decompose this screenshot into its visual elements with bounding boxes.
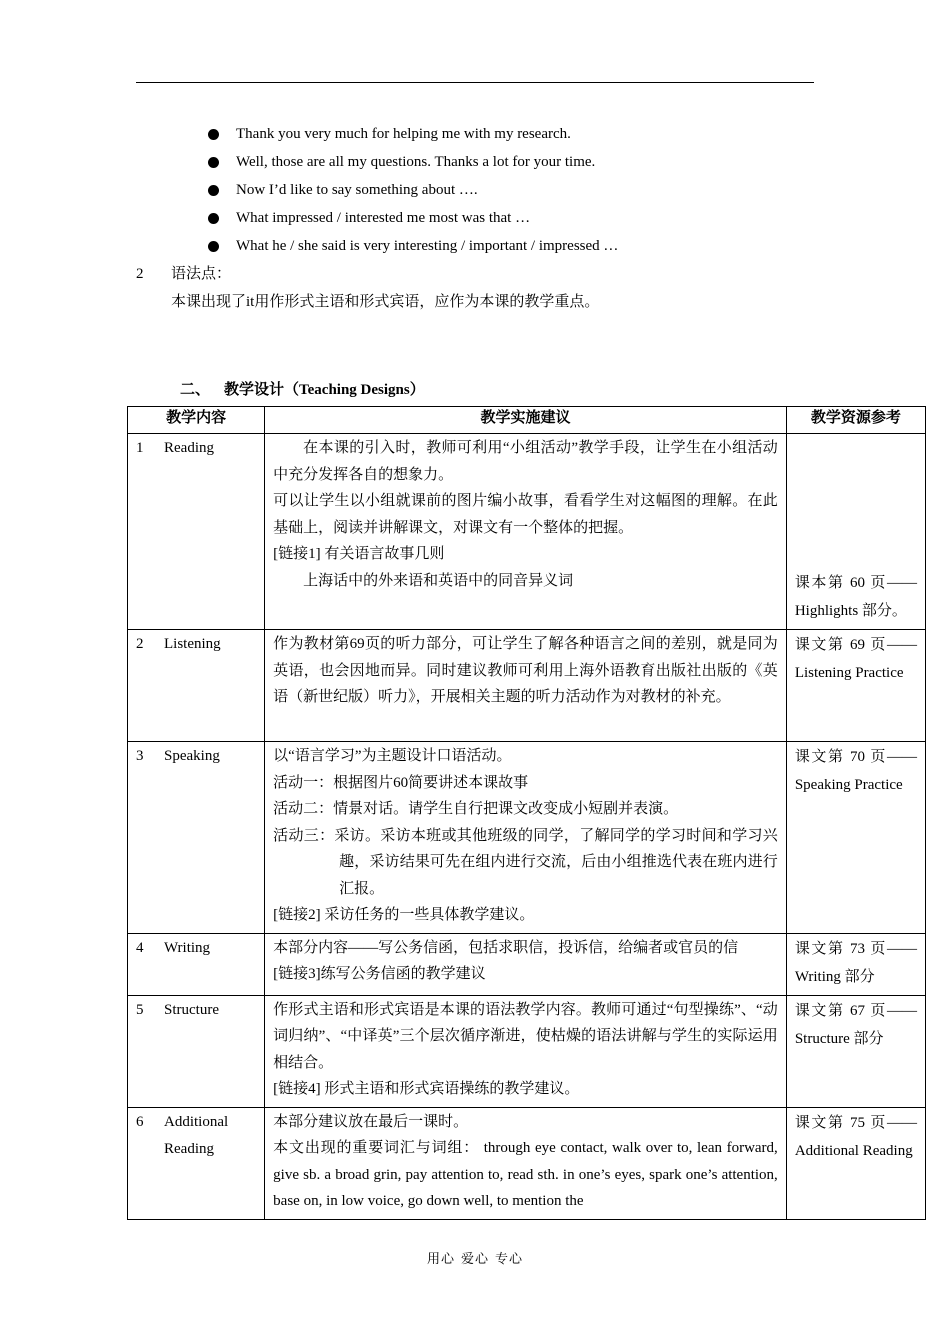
grammar-number: 2 [136, 266, 144, 282]
resource-text: 课文第 75 页——Additional Reading [794, 1114, 917, 1159]
table-row [128, 995, 926, 1107]
row-topic: Structure [164, 1001, 219, 1018]
table-row [128, 1107, 926, 1219]
row-topic: Speaking [164, 748, 220, 764]
bullet-icon [208, 213, 219, 224]
table-header-row [128, 407, 926, 434]
bullet-icon [208, 241, 219, 252]
link-text: [链接1] 有关语言故事几则 [273, 546, 445, 562]
list-item: What impressed / interested me most was that … [204, 206, 618, 234]
list-item: Well, those are all my questions. Thanks a lot for your time. [204, 150, 618, 178]
row-number: 4 [136, 939, 144, 956]
row-topic: Additional Reading [164, 1113, 229, 1157]
section-heading: 教学设计（Teaching Designs） [224, 382, 425, 398]
row-number: 6 [136, 1113, 144, 1130]
resource-text: 课文第 73 页——Writing 部分 [794, 940, 917, 985]
impl-text: 作为教材第69页的听力部分，可让学生了解各种语言之间的差别，就是同为英语，也会因地而异。同时建议教师可利用上海外语教育出版社出版的《英语（新世纪版）听力》，开展相关主题的听力活动作为对教材的补充。 [273, 636, 778, 705]
resource-text: 课文第 69 页——Listening Practice [794, 637, 917, 681]
grammar-title: 语法点： [171, 266, 232, 282]
footer-word: 专心 [495, 1251, 524, 1266]
impl-text: 以“语言学习”为主题设计口语活动。 [273, 748, 512, 764]
resource-text: 课文第 67 页——Structure 部分 [794, 1002, 917, 1047]
footer-word: 用心 [426, 1251, 455, 1266]
resource-text: 课文第 70 页——Speaking Practice [794, 749, 917, 793]
page-footer [0, 1248, 950, 1267]
teaching-design-table [127, 406, 926, 1220]
resource-text: 课本第 60 页——Highlights 部分。 [794, 575, 917, 619]
impl-text: 本部分建议放在最后一课时。 [273, 1113, 469, 1130]
impl-text: 活动二：情景对话。请学生自行把课文改变成小短剧并表演。 [273, 801, 679, 817]
bullet-icon [208, 129, 219, 140]
section-number: 二、 [180, 382, 211, 398]
grammar-body: 本课出现了it用作形式主语和形式宾语，应作为本课的教学重点。 [171, 294, 600, 310]
row-topic: Writing [164, 939, 211, 956]
impl-text: 活动三：采访。采访本班或其他班级的同学，了解同学的学习时间和学习兴趣，采访结果可先在组内进行交流，后由小组推选代表在班内进行汇报。 [273, 827, 778, 897]
link-text: [链接3]练写公务信函的教学建议 [273, 966, 486, 982]
table-row [128, 742, 926, 934]
table-row [128, 630, 926, 742]
link-text: [链接2] 采访任务的一些具体教学建议。 [273, 907, 535, 923]
phrase-list [204, 122, 618, 262]
link-text: [链接4] 形式主语和形式宾语操练的教学建议。 [273, 1081, 580, 1097]
impl-text: 本部分内容——写公务信函，包括求职信，投诉信，给编者或官员的信 [273, 939, 739, 956]
impl-text: 活动一：根据图片60简要讲述本课故事 [273, 774, 529, 791]
impl-text: 可以让学生以小组就课前的图片编小故事，看看学生对这幅图的理解。在此基础上，阅读并讲解课文，对课文有一个整体的把握。 [273, 493, 778, 536]
table-row [128, 933, 926, 995]
row-topic: Listening [164, 636, 221, 652]
row-number: 3 [136, 748, 144, 764]
bullet-icon [208, 157, 219, 168]
header-rule [136, 82, 814, 83]
header-resources: 教学资源参考 [786, 407, 925, 434]
row-topic: Reading [164, 440, 214, 456]
list-item: Now I’d like to say something about …. [204, 178, 618, 206]
row-number: 2 [136, 636, 144, 652]
header-implementation: 教学实施建议 [265, 407, 787, 434]
row-number: 5 [136, 1001, 144, 1018]
link-text: 上海话中的外来语和英语中的同音异义词 [303, 572, 574, 589]
section-title [180, 378, 425, 402]
impl-text: 本文出现的重要词汇与词组： through eye contact, walk over to, lean forward, give sb. a broad grin, pay attention to, read sth. in one’s eyes, spark one’s attention, base on, in low voice, go down well, to mention the [273, 1140, 778, 1209]
header-content: 教学内容 [128, 407, 265, 434]
table-row [128, 434, 926, 630]
impl-text: 在本课的引入时，教师可利用“小组活动”教学手段，让学生在小组活动中充分发挥各自的想象力。 [273, 440, 778, 483]
list-item: What he / she said is very interesting / important / impressed … [204, 234, 618, 262]
footer-word: 爱心 [460, 1251, 489, 1266]
list-item: Thank you very much for helping me with my research. [204, 122, 618, 150]
bullet-icon [208, 185, 219, 196]
row-number: 1 [136, 440, 144, 456]
impl-text: 作形式主语和形式宾语是本课的语法教学内容。教师可通过“句型操练”、“动词归纳”、“中译英”三个层次循序渐进，使枯燥的语法讲解与学生的实际运用相结合。 [273, 1001, 778, 1071]
